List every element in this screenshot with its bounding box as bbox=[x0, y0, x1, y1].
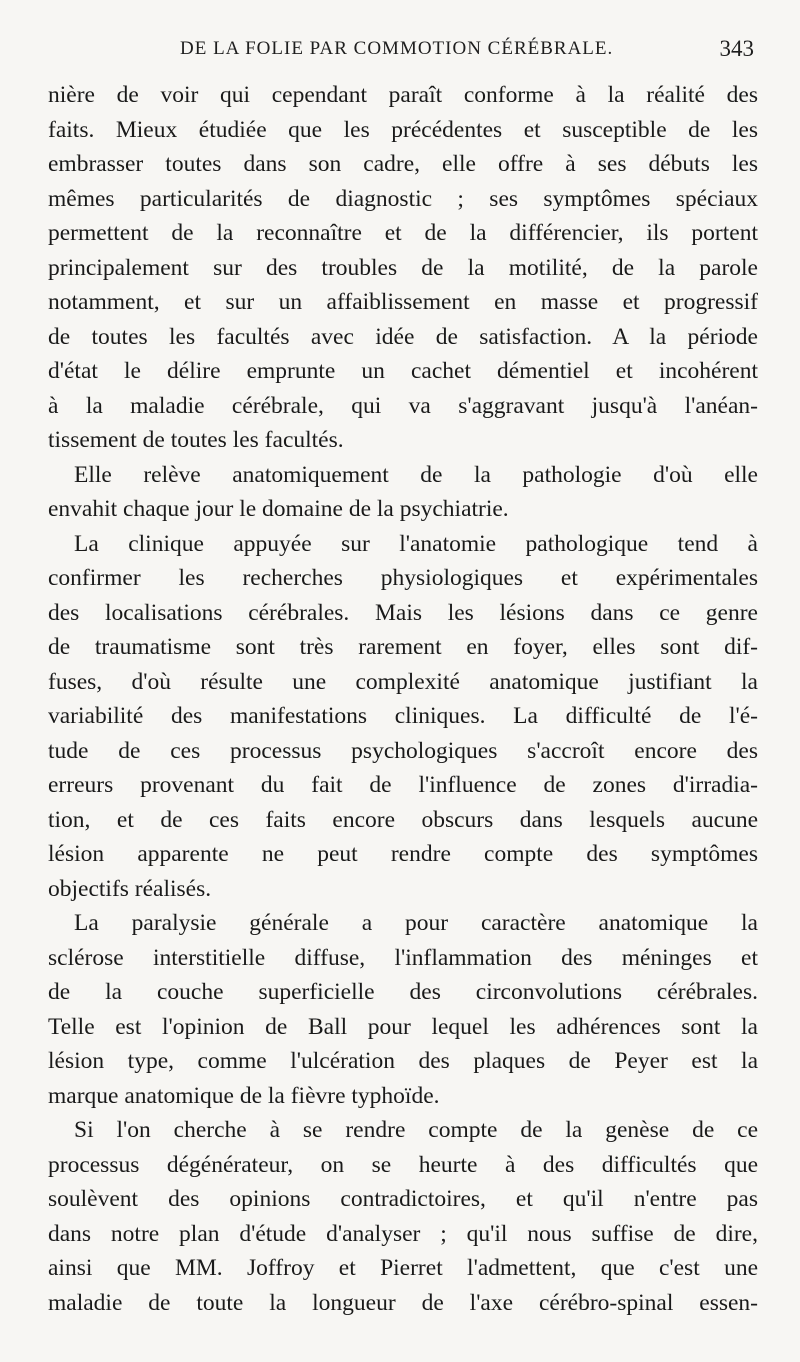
text-line: fuses, d'où résulte une complexité anatomique justifiant la bbox=[48, 668, 758, 695]
text-line: marque anatomique de la fièvre typhoïde. bbox=[48, 1082, 440, 1109]
page-number: 343 bbox=[719, 36, 754, 61]
text-line: dans notre plan d'étude d'analyser ; qu'il nous suffise de dire, bbox=[48, 1220, 758, 1247]
text-line: confirmer les recherches physiologiques et expérimentales bbox=[48, 565, 758, 591]
text-line: variabilité des manifestations cliniques. La difficulté de l'é- bbox=[48, 703, 758, 729]
text-line: Telle est l'opinion de Ball pour lequel les adhérences sont la bbox=[48, 1013, 758, 1040]
text-line: à la maladie cérébrale, qui va s'aggravant jusqu'à l'anéan- bbox=[48, 392, 758, 419]
paragraph-start-line: La paralysie générale a pour caractère anatomique la bbox=[74, 910, 758, 936]
text-line: notamment, et sur un affaiblissement en masse et progressif bbox=[48, 289, 758, 315]
paragraph-start-line: Si l'on cherche à se rendre compte de la genèse de ce bbox=[74, 1117, 758, 1143]
running-title: DE LA FOLIE PAR COMMOTION CÉRÉBRALE. bbox=[180, 38, 614, 59]
text-line: lésion type, comme l'ulcération des plaques de Peyer est la bbox=[48, 1048, 758, 1074]
paragraph-start-line: La clinique appuyée sur l'anatomie pathologique tend à bbox=[74, 530, 758, 557]
text-line: envahit chaque jour le domaine de la psychiatrie. bbox=[48, 496, 509, 522]
text-line: nière de voir qui cependant paraît conforme à la réalité des bbox=[48, 82, 758, 108]
text-line: d'état le délire emprunte un cachet démentiel et incohérent bbox=[48, 358, 758, 384]
text-line: tude de ces processus psychologiques s'accroît encore des bbox=[48, 737, 758, 764]
text-line: mêmes particularités de diagnostic ; ses symptômes spéciaux bbox=[48, 185, 758, 212]
text-line: de toutes les facultés avec idée de satisfaction. A la période bbox=[48, 323, 758, 350]
text-line: maladie de toute la longueur de l'axe cérébro-spinal essen- bbox=[48, 1289, 758, 1316]
text-line: ainsi que MM. Joffroy et Pierret l'admettent, que c'est une bbox=[48, 1255, 758, 1281]
text-line: de la couche superficielle des circonvolutions cérébrales. bbox=[48, 979, 758, 1005]
text-line: soulèvent des opinions contradictoires, et qu'il n'entre pas bbox=[48, 1186, 758, 1212]
text-line: lésion apparente ne peut rendre compte des symptômes bbox=[48, 841, 758, 867]
text-line: des localisations cérébrales. Mais les lésions dans ce genre bbox=[48, 599, 758, 626]
text-line: processus dégénérateur, on se heurte à des difficultés que bbox=[48, 1151, 758, 1178]
paragraph-start-line: Elle relève anatomiquement de la pathologie d'où elle bbox=[74, 461, 758, 488]
body-text bbox=[48, 78, 758, 1320]
text-line: objectifs réalisés. bbox=[48, 875, 212, 902]
text-line: tion, et de ces faits encore obscurs dans lesquels aucune bbox=[48, 806, 758, 833]
text-line: de traumatisme sont très rarement en foyer, elles sont dif- bbox=[48, 634, 758, 660]
text-line: sclérose interstitielle diffuse, l'inflammation des méninges et bbox=[48, 944, 758, 971]
text-line: embrasser toutes dans son cadre, elle offre à ses débuts les bbox=[48, 151, 758, 177]
page-header bbox=[48, 38, 758, 68]
text-line: tissement de toutes les facultés. bbox=[48, 427, 344, 453]
text-line: erreurs provenant du fait de l'influence de zones d'irradia- bbox=[48, 772, 758, 798]
text-line: principalement sur des troubles de la motilité, de la parole bbox=[48, 254, 758, 281]
text-line: faits. Mieux étudiée que les précédentes et susceptible de les bbox=[48, 116, 758, 143]
text-line: permettent de la reconnaître et de la différencier, ils portent bbox=[48, 220, 758, 246]
